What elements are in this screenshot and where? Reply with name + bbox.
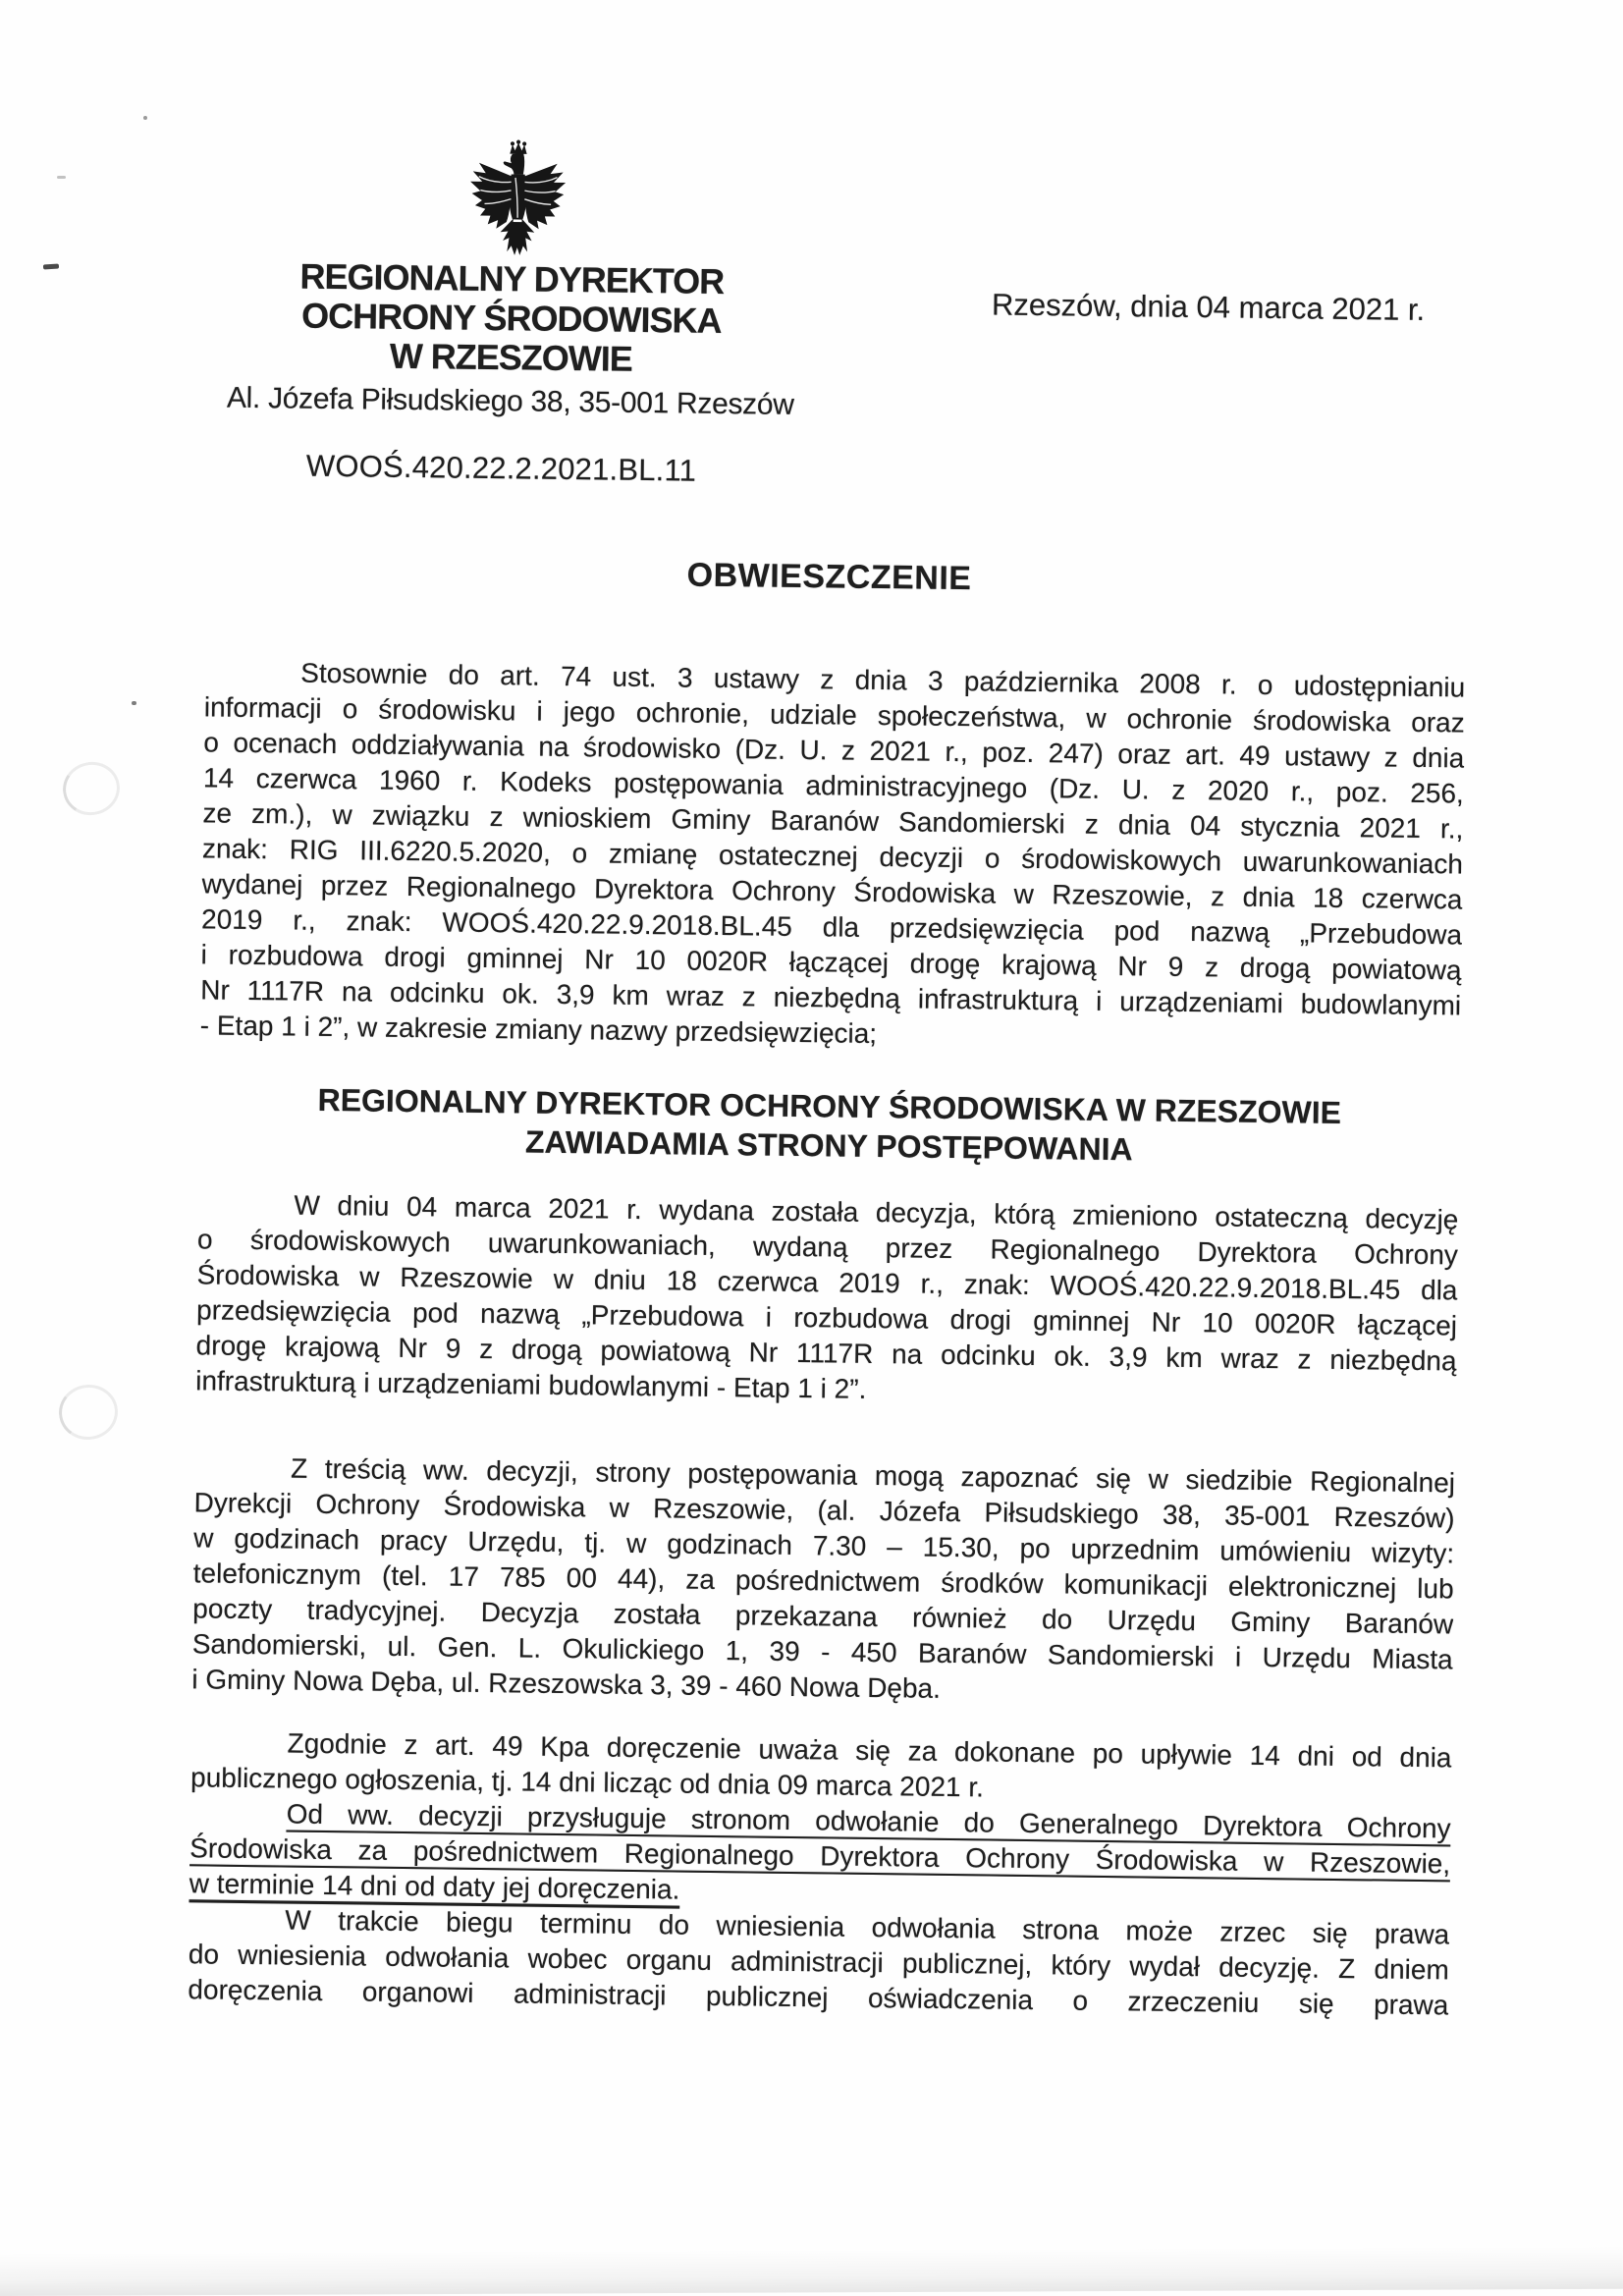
dateline: Rzeszów, dnia 04 marca 2021 r.	[991, 287, 1426, 327]
document-title: OBWIESZCZENIE	[686, 556, 972, 598]
text-line: 2019 r., znak: WOOŚ.420.22.9.2018.BL.45 dla przedsięwzięcia pod nazwą „Przebudowa	[200, 903, 1463, 951]
text-line: o ocenach oddziaływania na środowisko (Dz. U. z 2021 r., poz. 247) oraz art. 49 ustawy z dnia	[203, 727, 1465, 774]
letterhead-org-name	[167, 255, 855, 382]
text-line: 14 czerwca 1960 r. Kodeks postępowania administracyjnego (Dz. U. z 2020 r., poz. 256,	[202, 762, 1465, 809]
text-line: Stosownie do art. 74 ust. 3 ustawy z dnia 3 października 2008 r. o udostępnianiu	[300, 657, 1466, 703]
text-line: wydanej przez Regionalnego Dyrektora Ochrony Środowiska w Rzeszowie, z dnia 18 czerwca	[201, 868, 1463, 915]
paragraph	[191, 1449, 1455, 1713]
notice-heading	[198, 1078, 1460, 1173]
text-line: poczty tradycyjnej. Decyzja została przekazana również do Urzędu Gminy Baranów	[192, 1593, 1454, 1640]
text-line: ZAWIADAMIA STRONY POSTĘPOWANIA	[524, 1123, 1133, 1168]
text-line: Sandomierski, ul. Gen. L. Okulickiego 1, 39 - 450 Baranów Sandomierski i Urzędu Miasta	[191, 1628, 1453, 1675]
text-line: doręczenia organowi administracji publicznej oświadczenia o zrzeczeniu się prawa	[188, 1974, 1449, 2021]
text-line: w terminie 14 dni od daty jej doręczenia.	[189, 1868, 680, 1905]
document-body	[188, 654, 1465, 2023]
text-line: informacji o środowisku i jego ochronie, udziale społeczeństwa, w ochronie środowiska oraz	[203, 691, 1465, 738]
text-line: Środowiska za pośrednictwem Regionalnego Dyrektora Ochrony Środowiska w Rzeszowie,	[189, 1832, 1451, 1880]
org-line: OCHRONY ŚRODOWISKA	[300, 295, 722, 341]
text-line: i Gminy Nowa Dęba, ul. Rzeszowska 3, 39 - 460 Nowa Dęba.	[191, 1664, 942, 1704]
org-line: REGIONALNY DYREKTOR	[299, 255, 725, 302]
text-line: ze zm.), w związku z wnioskiem Gminy Baranów Sandomierski z dnia 04 stycznia 2021 r.,	[202, 797, 1464, 845]
paragraph	[195, 1186, 1459, 1414]
case-reference-number: WOOŚ.420.22.2.2021.BL.11	[305, 448, 697, 488]
text-line: znak: RIG III.6220.5.2020, o zmianę ostatecznej decyzji o środowiskowych uwarunkowaniach	[201, 833, 1464, 880]
text-line: Zgodnie z art. 49 Kpa doręczenie uważa się za dokonane po upływie 14 dni od dnia	[287, 1727, 1452, 1774]
text-line: Nr 1117R na odcinku ok. 3,9 km wraz z niezbędną infrastrukturą i urządzeniami budowlanymi	[200, 974, 1462, 1021]
text-line: - Etap 1 i 2”, w zakresie zmiany nazwy przedsięwzięcia;	[199, 1010, 878, 1050]
letterhead-address: Al. Józefa Piłsudskiego 38, 35-001 Rzeszów	[226, 381, 794, 421]
org-line: W RZESZOWIE	[389, 335, 633, 379]
text-line: infrastrukturą i urządzeniami budowlanymi - Etap 1 i 2”.	[195, 1365, 867, 1404]
text-line: w godzinach pracy Urzędu, tj. w godzinach 7.30 – 15.30, po uprzednim umówieniu wizyty:	[193, 1522, 1455, 1569]
text-line: publicznego ogłoszenia, tj. 14 dni licząc od dnia 09 marca 2021 r.	[189, 1762, 985, 1803]
paragraph	[189, 1795, 1451, 1917]
text-line: drogę krajową Nr 9 z drogą powiatową Nr 1117R na odcinku ok. 3,9 km wraz z niezbędną	[195, 1330, 1457, 1377]
paragraph	[188, 1901, 1449, 2023]
text-line: Od ww. decyzji przysługuje stronom odwołanie do Generalnego Dyrektora Ochrony	[286, 1798, 1451, 1844]
text-line: W trakcie biegu terminu do wniesienia odwołania strona może zrzec się prawa	[285, 1904, 1450, 1950]
paragraph	[200, 654, 1466, 1059]
text-line: Środowiska w Rzeszowie w dniu 18 czerwca 2019 r., znak: WOOŚ.420.22.9.2018.BL.45 dla	[196, 1259, 1458, 1306]
text-line: przedsięwzięcia pod nazwą „Przebudowa i rozbudowa drogi gminnej Nr 10 0020R łączącej	[195, 1294, 1458, 1341]
text-line: i rozbudowa drogi gminnej Nr 10 0020R łączącej drogę krajową Nr 9 z drogą powiatową	[200, 939, 1462, 986]
text-line: o środowiskowych uwarunkowaniach, wydaną przez Regionalnego Dyrektora Ochrony	[196, 1224, 1459, 1271]
text-line: telefonicznym (tel. 17 785 00 44), za pośrednictwem środków komunikacji elektronicznej lub	[192, 1558, 1454, 1605]
text-line: Z treścią ww. decyzji, strony postępowania mogą zapoznać się w siedzibie Regionalnej	[290, 1452, 1456, 1499]
text-line: W dniu 04 marca 2021 r. wydana została decyzja, którą zmieniono ostateczną decyzję	[294, 1189, 1459, 1235]
text-line: REGIONALNY DYREKTOR OCHRONY ŚRODOWISKA W RZESZOWIE	[317, 1081, 1342, 1130]
text-line: do wniesienia odwołania wobec organu administracji publicznej, który wydał decyzję. Z dniem	[188, 1939, 1449, 1986]
text-line: Dyrekcji Ochrony Środowiska w Rzeszowie, (al. Józefa Piłsudskiego 38, 35-001 Rzeszów)	[193, 1487, 1455, 1534]
